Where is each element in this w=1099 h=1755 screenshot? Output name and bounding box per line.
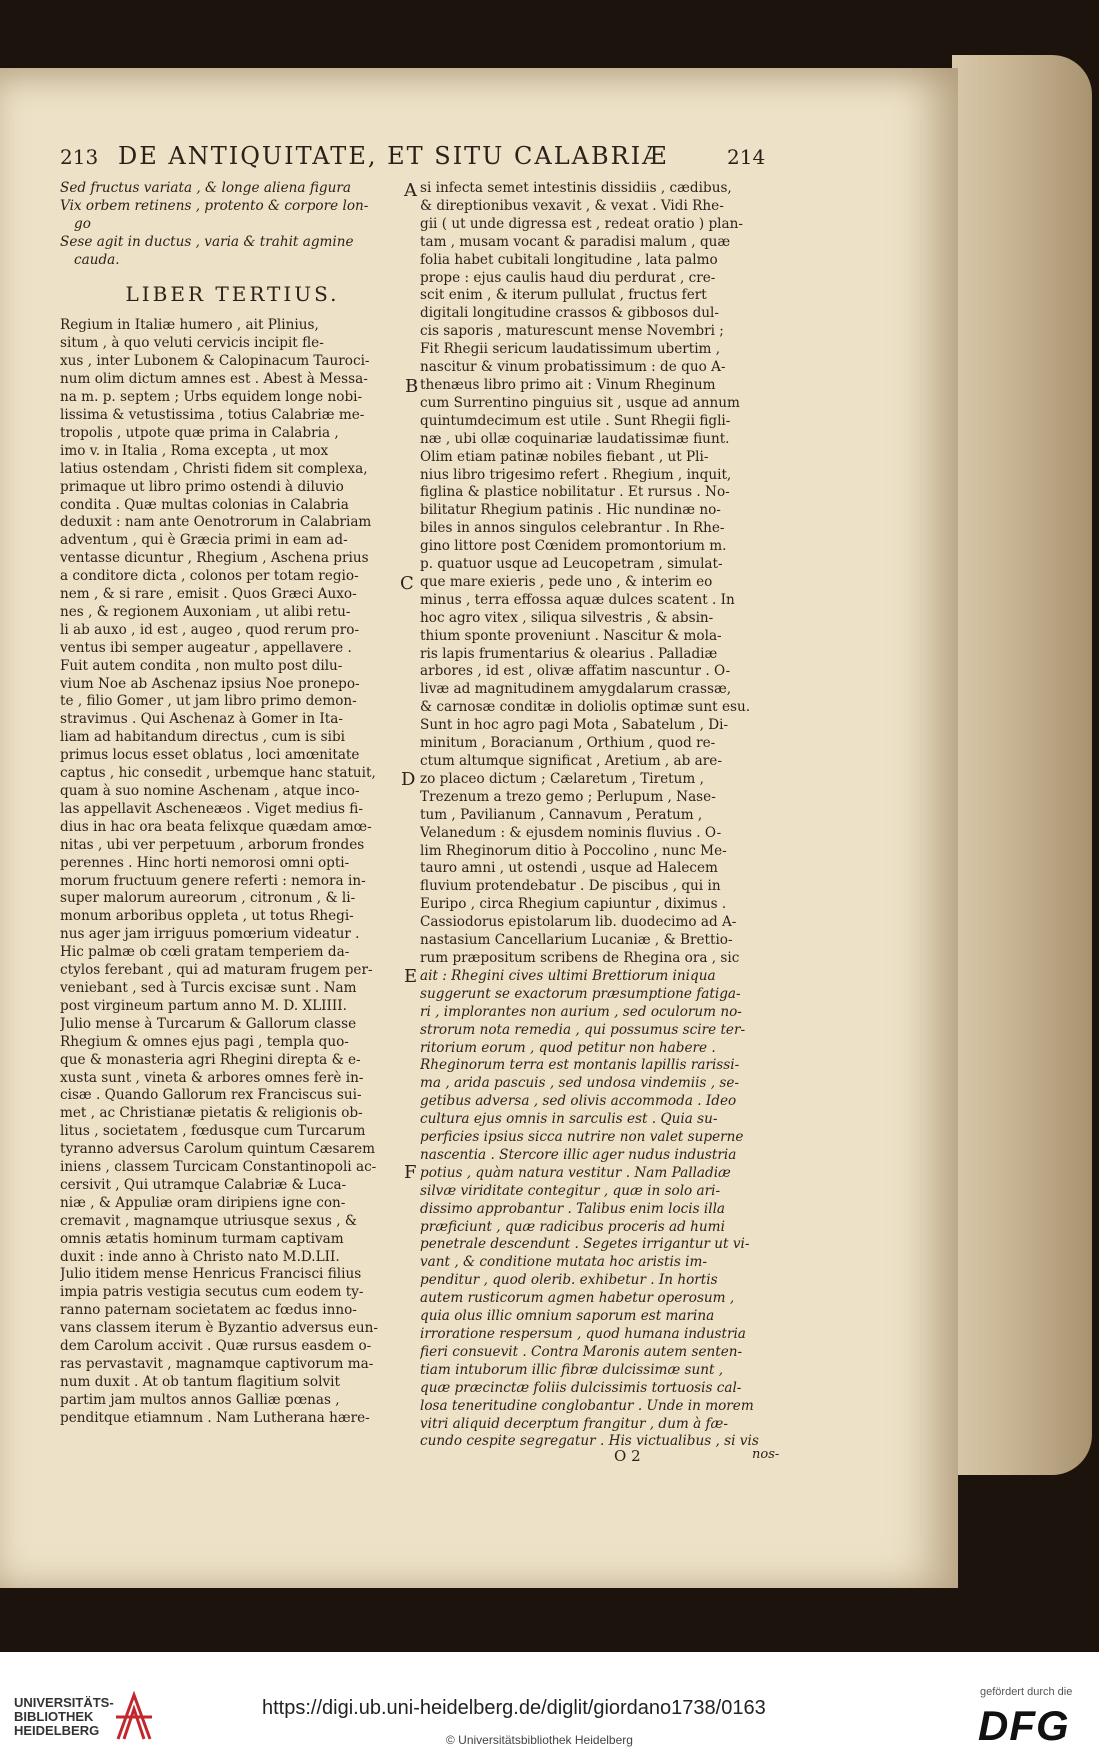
verse-line: Sese agit in ductus , varia & trahit agmine	[60, 233, 354, 250]
text-line: quæ præcinctæ foliis dulcissimis tortuosis cal-	[420, 1379, 742, 1396]
text-line: morum fructuum genere referti : nemora in-	[60, 872, 366, 889]
right-text-column	[420, 180, 780, 1451]
text-line: ma , arida pascuis , sed undosa vindemiis , se-	[420, 1075, 739, 1092]
text-line: nem , & si rare , emisit . Quos Græci Auxo-	[60, 586, 357, 603]
text-line: Velanedum : & ejusdem nominis fluvius . O-	[420, 824, 722, 841]
text-line: & direptionibus vexavit , & vexat . Vidi Rhe-	[420, 197, 724, 214]
text-line: xus , inter Lubonem & Calopinacum Tauroci-	[60, 353, 370, 370]
text-line: Cassiodorus epistolarum lib. duodecimo ad A-	[420, 914, 737, 931]
text-line: ventus ibi semper augeatur , appellavere .	[60, 639, 352, 656]
text-line: super malorum aureorum , citronum , & li-	[60, 890, 356, 907]
book-edge	[952, 55, 1092, 1475]
text-line: Euripo , circa Rhegium capiuntur , diximus .	[420, 896, 727, 913]
text-line: biles in annos singulos celebrantur . In Rhe-	[420, 520, 725, 537]
text-line: a conditore dicta , colonos per totam regio-	[60, 568, 359, 585]
text-line: cis saporis , maturescunt mense Novembri ;	[420, 323, 724, 340]
text-line: folia habet cubitali longitudine , lata palmo	[420, 251, 718, 268]
margin-letter-e: E	[404, 966, 418, 987]
text-line: Julio itidem mense Henricus Francisci filius	[60, 1266, 362, 1283]
text-line: li ab auxo , id est , augeo , quod rerum pro-	[60, 621, 360, 638]
text-line: quia olus illic omnium saporum est marina	[420, 1308, 715, 1325]
text-line: dius in hac ora beata felixque quædam amœ-	[60, 818, 372, 835]
text-line: lissima & vetustissima , totius Calabriæ me-	[60, 406, 365, 423]
margin-letter-f: F	[404, 1162, 417, 1183]
margin-letter-b: B	[405, 376, 419, 397]
text-line: nascitur & vinum probatissimum : de quo A-	[420, 359, 726, 376]
text-line: p. quatuor usque ad Leucopetram , simulat-	[420, 556, 723, 573]
text-line: cundo cespite segregatur . His victualibus , si vis	[420, 1433, 759, 1450]
text-line: cum Surrentino pinguius sit , usque ad annum	[420, 394, 740, 411]
text-line: primaque ut libro primo ostendi à diluvio	[60, 478, 344, 495]
text-line: partim jam multos annos Galliæ pœnas ,	[60, 1391, 340, 1408]
text-line: ranno paternam societatem ac fœdus inno-	[60, 1302, 357, 1319]
text-line: tyranno adversus Carolum quintum Cæsarem	[60, 1141, 375, 1158]
text-line: rum præpositum scribens de Rhegina ora , sic	[420, 949, 740, 966]
text-line: latius ostendam , Christi fidem sit complexa,	[60, 460, 368, 477]
copyright-notice: © Universitätsbibliothek Heidelberg	[446, 1733, 633, 1747]
text-line: xusta sunt , vineta & arbores omnes ferè in-	[60, 1069, 364, 1086]
text-line: getibus adversa , sed olivis accommoda . Ideo	[420, 1093, 737, 1110]
text-line: niæ , & Appuliæ oram diripiens igne con-	[60, 1194, 346, 1211]
text-line: thium sponte proveniunt . Nascitur & mola-	[420, 627, 722, 644]
margin-letter-a: A	[404, 180, 417, 201]
text-line: præficiunt , quæ radicibus proceris ad humi	[420, 1218, 725, 1235]
dfg-logo: DFG	[978, 1702, 1070, 1749]
text-line: Rhegium & omnes ejus pagi , templa quo-	[60, 1033, 349, 1050]
text-line: penditque etiamnum . Nam Lutherana hære-	[60, 1409, 370, 1426]
text-line: fieri consuevit . Contra Maronis autem senten-	[420, 1343, 743, 1360]
text-line: Julio mense à Turcarum & Gallorum classe	[60, 1015, 357, 1032]
text-line: ri , implorantes non aurium , sed oculorum no-	[420, 1003, 742, 1020]
text-line: hoc agro vitex , siliqua silvestris , & absin-	[420, 609, 714, 626]
text-line: thenæus libro primo ait : Vinum Rheginum	[420, 376, 716, 393]
text-line: ait : Rhegini cives ultimi Brettiorum iniqua	[420, 967, 716, 984]
text-line: iniens , classem Turcicam Constantinopoli ac-	[60, 1159, 377, 1176]
left-text-column	[60, 180, 405, 1428]
text-line: Fit Rhegii sericum laudatissimum ubertim ,	[420, 341, 721, 358]
text-line: dissimo approbantur . Talibus enim locis illa	[420, 1200, 726, 1217]
page-number-left: 213	[60, 145, 99, 169]
text-line: post virgineum partum anno M. D. XLIIII.	[60, 997, 347, 1014]
text-line: tum , Pavilianum , Cannavum , Peratum ,	[420, 806, 703, 823]
text-line: lim Rheginorum ditio à Poccolino , nunc Me-	[420, 842, 727, 859]
text-line: strorum nota remedia , qui possumus scire ter-	[420, 1021, 746, 1038]
text-line: cisæ . Quando Gallorum rex Franciscus sui-	[60, 1087, 362, 1104]
text-line: digitali longitudine crassos & gibbosos dul-	[420, 305, 719, 322]
text-line: irroratione respersum , quod humana industria	[420, 1326, 746, 1342]
text-line: minus , terra effossa aquæ dulces scatent . In	[420, 591, 735, 608]
text-line: arbores , id est , olivæ affatim nascuntur . O-	[420, 663, 731, 680]
text-line: quam à suo nomine Aschenam , atque inco-	[60, 783, 360, 799]
text-line: bilitatur Rhegium patinis . Hic nundinæ no-	[420, 502, 721, 519]
text-line: situm , à quo veluti cervicis incipit fle-	[60, 335, 324, 352]
text-line: Regium in Italiæ humero , ait Plinius,	[60, 317, 319, 334]
text-line: fluvium protendebatur . De piscibus , qui in	[420, 878, 721, 895]
text-line: adventum , qui è Græcia primi in eam ad-	[60, 532, 348, 549]
text-line: nes , & regionem Auxoniam , ut alibi retu-	[60, 603, 351, 620]
text-line: zo placeo dictum ; Cælaretum , Tiretum ,	[420, 770, 704, 787]
text-line: tiam intuborum illic fibræ dulcissimæ sunt ,	[420, 1361, 724, 1378]
text-line: monum arboribus oppleta , ut totus Rhegi-	[60, 908, 354, 925]
text-line: penditur , quod olerib. exhibetur . In hortis	[420, 1272, 718, 1289]
text-line: næ , ubi ollæ coquinariæ laudatissimæ fiunt.	[420, 430, 730, 447]
text-line: livæ ad magnitudinem amygdalarum crassæ,	[420, 681, 732, 698]
text-line: impia patris vestigia secutus cum eodem ty-	[60, 1284, 364, 1301]
verse-line: Sed fructus variata , & longe aliena figura	[60, 180, 351, 196]
running-head	[60, 142, 766, 172]
text-line: cersivit , Qui utramque Calabriæ & Luca-	[60, 1176, 347, 1193]
text-line: ctum altumque significat , Aretium , ab are-	[420, 753, 722, 769]
text-line: prope : ejus caulis haud diu perdurat , cre-	[420, 269, 716, 286]
text-line: litus , societatem , fœdusque cum Turcarum	[60, 1123, 366, 1140]
text-line: que mare exieris , pede uno , & interim eo	[420, 573, 713, 590]
text-line: & carnosæ conditæ in doliolis optimæ sunt esu.	[420, 699, 751, 716]
text-line: dem Carolum accivit . Quæ rursus easdem o-	[60, 1338, 372, 1355]
text-line: perficies ipsius sicca nutrire non valet superne	[420, 1129, 744, 1146]
verse-line: cauda.	[74, 251, 120, 268]
text-line: nius libro trigesimo refert . Rhegium , inquit,	[420, 466, 732, 483]
text-line: ritorium eorum , quod petitur non habere .	[420, 1039, 716, 1056]
text-line: condita . Quæ multas colonias in Calabria	[60, 496, 349, 513]
permalink-url[interactable]: https://digi.ub.uni-heidelberg.de/diglit/giordano1738/0163	[262, 1697, 766, 1719]
text-line: perennes . Hinc horti nemorosi omni opti-	[60, 854, 350, 871]
margin-letter-c: C	[400, 573, 414, 594]
text-line: liam ad habitandum directus , cum is sibi	[60, 729, 345, 746]
text-line: na m. p. septem ; Urbs equidem longe nobi-	[60, 389, 363, 406]
text-line: num olim dictum amnes est . Abest à Messa-	[60, 371, 368, 388]
text-line: captus , hic consedit , urbemque hanc statuit,	[60, 765, 376, 782]
text-line: gii ( ut unde digressa est , redeat oratio ) plan-	[420, 215, 743, 232]
text-line: ras pervastavit , magnamque captivorum ma-	[60, 1356, 374, 1372]
text-line: cremavit , magnamque utriusque sexus , &	[60, 1212, 357, 1229]
text-line: si infecta semet intestinis dissidiis , cædibus,	[420, 180, 732, 196]
verse-line: Vix orbem retinens , protento & corpore lon-	[60, 197, 369, 214]
text-line: nastasium Cancellarium Lucaniæ , & Brettio-	[420, 932, 733, 949]
text-line: potius , quàm natura vestitur . Nam Palladiæ	[420, 1164, 731, 1181]
text-line: duxit : inde anno à Christo nato M.D.LII.	[60, 1248, 340, 1265]
text-line: imo v. in Italia , Roma excepta , ut mox	[60, 442, 329, 459]
text-line: autem rusticorum agmen habetur operosum ,	[420, 1290, 735, 1307]
text-line: Sunt in hoc agro pagi Mota , Sabatelum , Di-	[420, 717, 729, 734]
text-line: tropolis , utpote quæ prima in Calabria ,	[60, 424, 339, 441]
text-line: suggerunt se exactorum præsumptione fatiga-	[420, 985, 741, 1002]
text-line: vitri aliquid decerptum frangitur , dum à fæ-	[420, 1415, 728, 1432]
library-name: UNIVERSITÄTS- BIBLIOTHEK HEIDELBERG	[14, 1695, 114, 1738]
text-line: nascentia . Stercore illic ager nudus industria	[420, 1146, 737, 1163]
text-line: gino littore post Cœnidem promontorium m.	[420, 538, 727, 555]
margin-letter-d: D	[401, 769, 416, 790]
text-line: num duxit . At ob tantum flagitium solvit	[60, 1373, 340, 1390]
text-line: vans classem iterum è Byzantio adversus eun-	[60, 1320, 379, 1337]
funding-caption: gefördert durch die	[980, 1686, 1073, 1698]
ub-heidelberg-logo-icon	[112, 1687, 156, 1745]
text-line: omnis ætatis hominum turmam captivam	[60, 1230, 344, 1247]
text-line: nus ager jam irriguus pomœrium videatur .	[60, 926, 360, 943]
text-line: veniebant , sed à Turcis excisæ sunt . Nam	[60, 979, 357, 996]
text-line: nitas , ubi ver perpetuum , arborum frondes	[60, 836, 365, 853]
text-line: cultura ejus omnis in sarculis est . Quia su-	[420, 1111, 718, 1128]
text-line: tauro amni , ut ostendi , usque ad Halecem	[420, 860, 718, 877]
text-line: Hic palmæ ob cœli gratam temperiem da-	[60, 944, 350, 961]
text-line: penetrale descendunt . Segetes irrigantur ut vi-	[420, 1236, 750, 1253]
text-line: Fuit autem condita , non multo post dilu-	[60, 657, 343, 674]
text-line: silvæ viriditate contegitur , quæ in solo ari-	[420, 1182, 721, 1199]
text-line: que & monasteria agri Rhegini direpta & e-	[60, 1051, 361, 1068]
text-line: las appellavit Ascheneæos . Viget medius fi-	[60, 800, 363, 817]
text-line: primus locus esset oblatus , loci amœnitate	[60, 747, 360, 764]
page-number-right: 214	[727, 145, 766, 169]
text-line: deduxit : nam ante Oenotrorum in Calabriam	[60, 514, 372, 531]
text-line: Rheginorum terra est montanis lapillis rarissi-	[420, 1057, 740, 1074]
text-line: Olim etiam patinæ nobiles fiebant , ut Pli-	[420, 448, 709, 465]
text-line: ctylos ferebant , qui ad maturam frugem per-	[60, 962, 373, 979]
text-line: ris lapis frumentarius & olearius . Palladiæ	[420, 645, 718, 662]
catchword: nos-	[752, 1447, 780, 1462]
text-line: losa teneritudine conglobantur . Unde in morem	[420, 1397, 754, 1414]
signature-mark: O 2	[614, 1447, 641, 1465]
verse-line: go	[74, 215, 91, 232]
text-line: quintumdecimum est utile . Sunt Rhegii figli-	[420, 412, 731, 429]
text-line: vant , & conditione mutata hoc aristis im-	[420, 1254, 707, 1271]
text-line: vium Noe ab Aschenaz ipsius Noe pronepo-	[60, 675, 360, 692]
text-line: te , filio Gomer , ut jam libro primo demon-	[60, 693, 357, 710]
section-title: LIBER TERTIUS.	[125, 285, 340, 304]
text-line: figlina & plastice nobilitatur . Et rursus . No-	[420, 484, 730, 501]
text-line: met , ac Christianæ pietatis & religionis ob-	[60, 1105, 363, 1122]
text-line: Trezenum a trezo gemo ; Perlupum , Nase-	[420, 788, 716, 805]
text-line: scit enim , & iterum pullulat , fructus fert	[420, 287, 707, 304]
text-line: minitum , Boracianum , Orthium , quod re-	[420, 735, 716, 752]
text-line: tam , musam vocant & paradisi malum , quæ	[420, 233, 731, 250]
text-line: stravimus . Qui Aschenaz à Gomer in Ita-	[60, 711, 343, 728]
text-line: ventasse dicuntur , Rhegium , Aschena prius	[60, 550, 369, 567]
running-head-title: DE ANTIQUITATE, ET SITU CALABRIÆ	[118, 142, 669, 170]
